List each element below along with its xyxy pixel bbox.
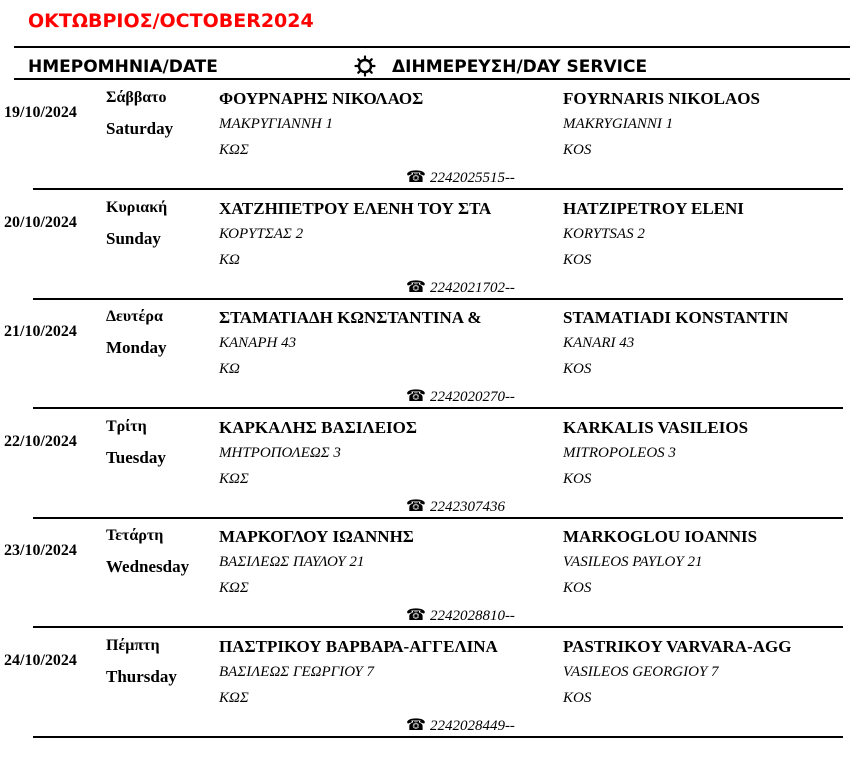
entry-date: 19/10/2024 xyxy=(4,104,77,121)
entry-divider xyxy=(33,626,843,628)
entry-day-greek: Κυριακή xyxy=(106,199,168,216)
telephone-icon: ☎ xyxy=(406,167,426,186)
entry-divider xyxy=(33,517,843,519)
schedule-entry xyxy=(0,89,850,198)
entry-day-greek: Δευτέρα xyxy=(106,308,163,325)
city-english: KOS xyxy=(563,142,592,158)
entry-divider xyxy=(33,736,843,738)
address-greek: ΚΟΡΥΤΣΑΣ 2 xyxy=(219,226,304,242)
entry-day-english: Wednesday xyxy=(106,557,190,576)
address-greek: ΜΑΚΡΥΓΙΑΝΝΗ 1 xyxy=(219,116,333,132)
city-english: KOS xyxy=(563,252,592,268)
pharmacist-name-english: PASTRIKOY VARVARA-AGG xyxy=(563,637,792,656)
phone-number-text: 2242025515-- xyxy=(429,170,515,186)
entry-day-english: Sunday xyxy=(106,229,161,248)
city-english: KOS xyxy=(563,690,592,706)
phone-number xyxy=(406,167,515,187)
telephone-icon: ☎ xyxy=(406,386,426,405)
address-english: KANARI 43 xyxy=(563,335,635,351)
header-bottom-rule xyxy=(14,78,850,80)
address-english: KORYTSAS 2 xyxy=(563,226,645,242)
pharmacist-name-greek: ΦΟΥΡΝΑΡΗΣ ΝΙΚΟΛΑΟΣ xyxy=(219,89,424,108)
entry-day-greek: Πέμπτη xyxy=(106,637,160,654)
city-english: KOS xyxy=(563,471,592,487)
phone-number xyxy=(406,605,515,625)
entry-divider xyxy=(33,298,843,300)
entry-date: 20/10/2024 xyxy=(4,214,77,231)
entry-day-greek: Σάββατο xyxy=(106,89,167,106)
entry-divider xyxy=(33,407,843,409)
pharmacist-name-greek: ΠΑΣΤΡΙΚΟΥ ΒΑΡΒΑΡΑ-ΑΓΓΕΛΙΝΑ xyxy=(219,637,498,656)
header-top-rule xyxy=(14,46,850,48)
entry-day-english: Monday xyxy=(106,338,167,357)
entry-day-english: Thursday xyxy=(106,667,177,686)
schedule-entry xyxy=(0,308,850,417)
phone-number xyxy=(406,386,515,406)
telephone-icon: ☎ xyxy=(406,715,426,734)
phone-number-text: 2242021702-- xyxy=(429,280,515,296)
entry-divider xyxy=(33,188,843,190)
entry-date: 23/10/2024 xyxy=(4,542,77,559)
city-greek: ΚΩ xyxy=(219,361,240,377)
phone-number xyxy=(406,715,515,735)
entry-day-greek: Τρίτη xyxy=(106,418,147,435)
phone-number xyxy=(406,496,505,516)
address-greek: ΚΑΝΑΡΗ 43 xyxy=(219,335,297,351)
pharmacist-name-english: KARKALIS VASILEIOS xyxy=(563,418,749,437)
address-english: MITROPOLEOS 3 xyxy=(563,445,676,461)
address-english: VASILEOS GEORGIOY 7 xyxy=(563,664,719,680)
city-greek: ΚΩ xyxy=(219,252,240,268)
pharmacist-name-greek: ΣΤΑΜΑΤΙΑΔΗ ΚΩΝΣΤΑΝΤΙΝΑ & xyxy=(219,308,482,327)
address-english: MAKRYGIANNI 1 xyxy=(563,116,674,132)
pharmacist-name-english: STAMATIADI KONSTANTIN xyxy=(563,308,789,327)
schedule-entry xyxy=(0,418,850,527)
entry-day-english: Tuesday xyxy=(106,448,166,467)
sun-icon xyxy=(354,55,376,77)
day-service-header: ΔΙΗΜΕΡΕΥΣΗ/DAY SERVICE xyxy=(392,57,648,77)
entry-date: 24/10/2024 xyxy=(4,652,77,669)
city-greek: ΚΩΣ xyxy=(219,471,249,487)
telephone-icon: ☎ xyxy=(406,277,426,296)
pharmacist-name-english: FOYRNARIS NIKOLAOS xyxy=(563,89,760,108)
pharmacist-name-english: MARKOGLOU IOANNIS xyxy=(563,527,758,546)
city-greek: ΚΩΣ xyxy=(219,142,249,158)
city-greek: ΚΩΣ xyxy=(219,690,249,706)
phone-number-text: 2242307436 xyxy=(429,499,505,515)
entry-date: 21/10/2024 xyxy=(4,323,77,340)
phone-number xyxy=(406,277,515,297)
page-title: ΟΚΤΩΒΡΙΟΣ/OCTOBER2024 xyxy=(28,10,314,32)
city-english: KOS xyxy=(563,580,592,596)
telephone-icon: ☎ xyxy=(406,605,426,624)
schedule-entry xyxy=(0,199,850,308)
address-english: VASILEOS PAYLOY 21 xyxy=(563,554,703,570)
entry-day-greek: Τετάρτη xyxy=(106,527,164,544)
entry-date: 22/10/2024 xyxy=(4,433,77,450)
address-greek: ΒΑΣΙΛΕΩΣ ΓΕΩΡΓΙΟΥ 7 xyxy=(219,664,375,680)
address-greek: ΜΗΤΡΟΠΟΛΕΩΣ 3 xyxy=(219,445,341,461)
pharmacist-name-greek: ΜΑΡΚΟΓΛΟΥ ΙΩΑΝΝΗΣ xyxy=(219,527,414,546)
address-greek: ΒΑΣΙΛΕΩΣ ΠΑΥΛΟΥ 21 xyxy=(219,554,365,570)
phone-number-text: 2242028810-- xyxy=(429,608,515,624)
pharmacist-name-greek: ΚΑΡΚΑΛΗΣ ΒΑΣΙΛΕΙΟΣ xyxy=(219,418,417,437)
schedule-entry xyxy=(0,527,850,636)
entry-day-english: Saturday xyxy=(106,119,174,138)
date-column-header: ΗΜΕΡΟΜΗΝΙΑ/DATE xyxy=(28,57,218,77)
phone-number-text: 2242028449-- xyxy=(429,718,515,734)
pharmacist-name-english: HATZIPETROY ELENI xyxy=(563,199,744,218)
city-english: KOS xyxy=(563,361,592,377)
pharmacist-name-greek: ΧΑΤΖΗΠΕΤΡΟΥ ΕΛΕΝΗ ΤΟΥ ΣΤΑ xyxy=(219,199,492,218)
phone-number-text: 2242020270-- xyxy=(429,389,515,405)
telephone-icon: ☎ xyxy=(406,496,426,515)
schedule-entry xyxy=(0,637,850,746)
city-greek: ΚΩΣ xyxy=(219,580,249,596)
